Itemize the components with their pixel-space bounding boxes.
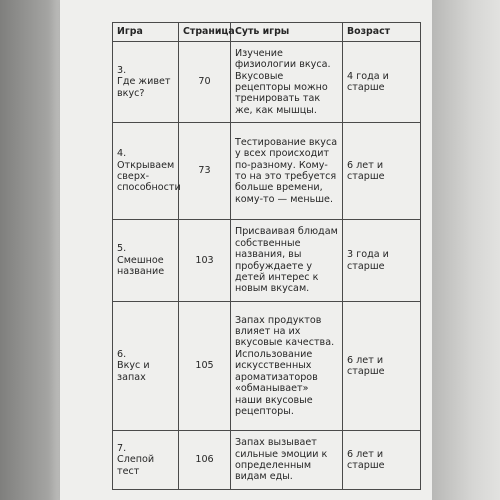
game-number: 4. bbox=[117, 148, 127, 160]
game-cell bbox=[113, 123, 179, 220]
table-row bbox=[113, 302, 421, 431]
age-cell: 4 года и старше bbox=[343, 42, 421, 123]
game-number: 3. bbox=[117, 64, 127, 76]
page-cell: 106 bbox=[179, 431, 231, 490]
age-cell: 3 года и старше bbox=[343, 220, 421, 302]
game-title: Смешное название bbox=[117, 254, 165, 278]
game-title: Открываем сверх-способности bbox=[117, 159, 181, 194]
age-cell: 6 лет и старше bbox=[343, 431, 421, 490]
table-header-row bbox=[113, 23, 421, 42]
table-row bbox=[113, 431, 421, 490]
essence-cell: Присваивая блюдам собственные названия, вы пробуждаете у детей интерес к новым вкусам. bbox=[231, 220, 343, 302]
page-cell: 70 bbox=[179, 42, 231, 123]
game-cell bbox=[113, 220, 179, 302]
facing-page-edge bbox=[432, 0, 500, 500]
page-cell: 73 bbox=[179, 123, 231, 220]
game-title: Где живет вкус? bbox=[117, 76, 171, 99]
table-row bbox=[113, 42, 421, 123]
header-game: Игра bbox=[113, 23, 179, 42]
game-title: Вкус и запах bbox=[117, 360, 150, 383]
game-cell bbox=[113, 42, 179, 123]
age-cell: 6 лет и старше bbox=[343, 302, 421, 431]
essence-cell: Тестирование вкуса у всех происходит по-разному. Кому-то на это требуется больше времени, кому-то — меньше. bbox=[231, 123, 343, 220]
game-cell bbox=[113, 302, 179, 431]
essence-cell: Изучение физиологии вкуса. Вкусовые рецепторы можно тренировать так же, как мышцы. bbox=[231, 42, 343, 123]
header-page: Страница bbox=[179, 23, 231, 42]
book-spine-shadow bbox=[0, 0, 60, 500]
table-row bbox=[113, 220, 421, 302]
game-number: 7. bbox=[117, 442, 127, 454]
game-cell bbox=[113, 431, 179, 490]
game-title: Слепой тест bbox=[117, 454, 155, 477]
essence-cell: Запах вызывает сильные эмоции к определенным видам еды. bbox=[231, 431, 343, 490]
table-row bbox=[113, 123, 421, 220]
game-number: 5. bbox=[117, 243, 127, 255]
page-cell: 105 bbox=[179, 302, 231, 431]
header-essence: Суть игры bbox=[231, 23, 343, 42]
essence-cell: Запах продуктов влияет на их вкусовые качества. Использование искусственных ароматизаторов «обманывает» наши вкусовые рецепторы. bbox=[231, 302, 343, 431]
game-number: 6. bbox=[117, 348, 127, 360]
header-age: Возраст bbox=[343, 23, 421, 42]
games-table bbox=[112, 22, 421, 490]
age-cell: 6 лет и старше bbox=[343, 123, 421, 220]
page-cell: 103 bbox=[179, 220, 231, 302]
